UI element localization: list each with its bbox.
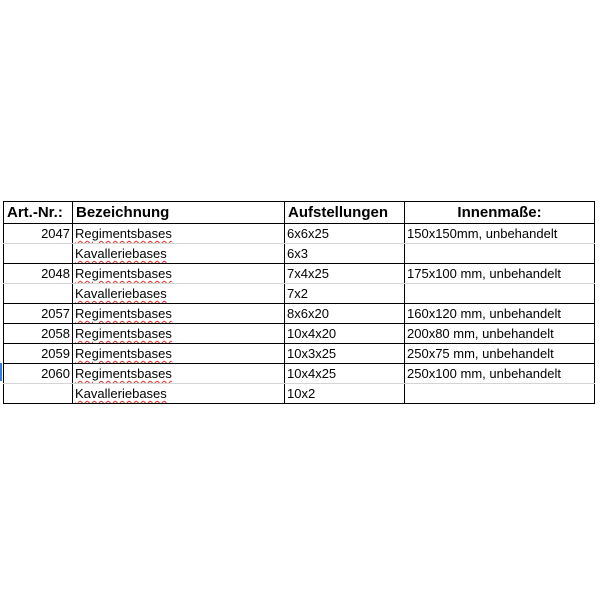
- cell-innenmasse[interactable]: 150x150mm, unbehandelt: [405, 224, 595, 244]
- table-row: [4, 244, 595, 264]
- cell-aufstellungen[interactable]: 7x2: [285, 284, 405, 304]
- product-table: [3, 201, 595, 404]
- bezeichnung-text: Regimentsbases: [75, 266, 172, 281]
- cell-art-nr[interactable]: 2058: [4, 324, 73, 344]
- cell-art-nr[interactable]: 2048: [4, 264, 73, 284]
- cell-aufstellungen[interactable]: 8x6x20: [285, 304, 405, 324]
- cell-bezeichnung[interactable]: [73, 344, 285, 364]
- cell-art-nr[interactable]: [4, 284, 73, 304]
- cell-bezeichnung[interactable]: [73, 364, 285, 384]
- cell-art-nr[interactable]: 2060: [4, 364, 73, 384]
- cell-art-nr[interactable]: 2047: [4, 224, 73, 244]
- active-row-marker: [0, 363, 2, 381]
- cell-aufstellungen[interactable]: 7x4x25: [285, 264, 405, 284]
- bezeichnung-text: Kavalleriebases: [75, 246, 167, 261]
- cell-art-nr[interactable]: 2059: [4, 344, 73, 364]
- cell-bezeichnung[interactable]: [73, 264, 285, 284]
- cell-innenmasse[interactable]: 250x75 mm, unbehandelt: [405, 344, 595, 364]
- cell-aufstellungen[interactable]: 6x3: [285, 244, 405, 264]
- cell-aufstellungen[interactable]: 10x2: [285, 384, 405, 404]
- bezeichnung-text: Regimentsbases: [75, 346, 172, 361]
- bezeichnung-text: Kavalleriebases: [75, 386, 167, 401]
- cell-bezeichnung[interactable]: [73, 224, 285, 244]
- header-row: [4, 202, 595, 224]
- cell-bezeichnung[interactable]: [73, 304, 285, 324]
- header-aufstellungen[interactable]: Aufstellungen: [285, 202, 405, 224]
- table-row: [4, 384, 595, 404]
- cell-innenmasse[interactable]: [405, 244, 595, 264]
- cell-bezeichnung[interactable]: [73, 384, 285, 404]
- cell-aufstellungen[interactable]: 10x3x25: [285, 344, 405, 364]
- cell-art-nr[interactable]: [4, 384, 73, 404]
- table-row: [4, 324, 595, 344]
- cell-bezeichnung[interactable]: [73, 324, 285, 344]
- cell-aufstellungen[interactable]: 6x6x25: [285, 224, 405, 244]
- cell-bezeichnung[interactable]: [73, 284, 285, 304]
- cell-innenmasse[interactable]: 200x80 mm, unbehandelt: [405, 324, 595, 344]
- cell-aufstellungen[interactable]: 10x4x20: [285, 324, 405, 344]
- cell-innenmasse[interactable]: 250x100 mm, unbehandelt: [405, 364, 595, 384]
- cell-innenmasse[interactable]: 160x120 mm, unbehandelt: [405, 304, 595, 324]
- header-art-nr[interactable]: Art.-Nr.:: [4, 202, 73, 224]
- bezeichnung-text: Regimentsbases: [75, 326, 172, 341]
- bezeichnung-text: Regimentsbases: [75, 306, 172, 321]
- header-innenmasse[interactable]: Innenmaße:: [405, 202, 595, 224]
- table-row: [4, 224, 595, 244]
- cell-innenmasse[interactable]: [405, 384, 595, 404]
- table-row: [4, 284, 595, 304]
- table-row: [4, 344, 595, 364]
- table-row: [4, 304, 595, 324]
- cell-art-nr[interactable]: 2057: [4, 304, 73, 324]
- bezeichnung-text: Kavalleriebases: [75, 286, 167, 301]
- table-row: [4, 364, 595, 384]
- cell-aufstellungen[interactable]: 10x4x25: [285, 364, 405, 384]
- cell-innenmasse[interactable]: 175x100 mm, unbehandelt: [405, 264, 595, 284]
- cell-bezeichnung[interactable]: [73, 244, 285, 264]
- header-bezeichnung[interactable]: Bezeichnung: [73, 202, 285, 224]
- bezeichnung-text: Regimentsbases: [75, 226, 172, 241]
- bezeichnung-text: Regimentsbases: [75, 366, 172, 381]
- table-row: [4, 264, 595, 284]
- cell-art-nr[interactable]: [4, 244, 73, 264]
- cell-innenmasse[interactable]: [405, 284, 595, 304]
